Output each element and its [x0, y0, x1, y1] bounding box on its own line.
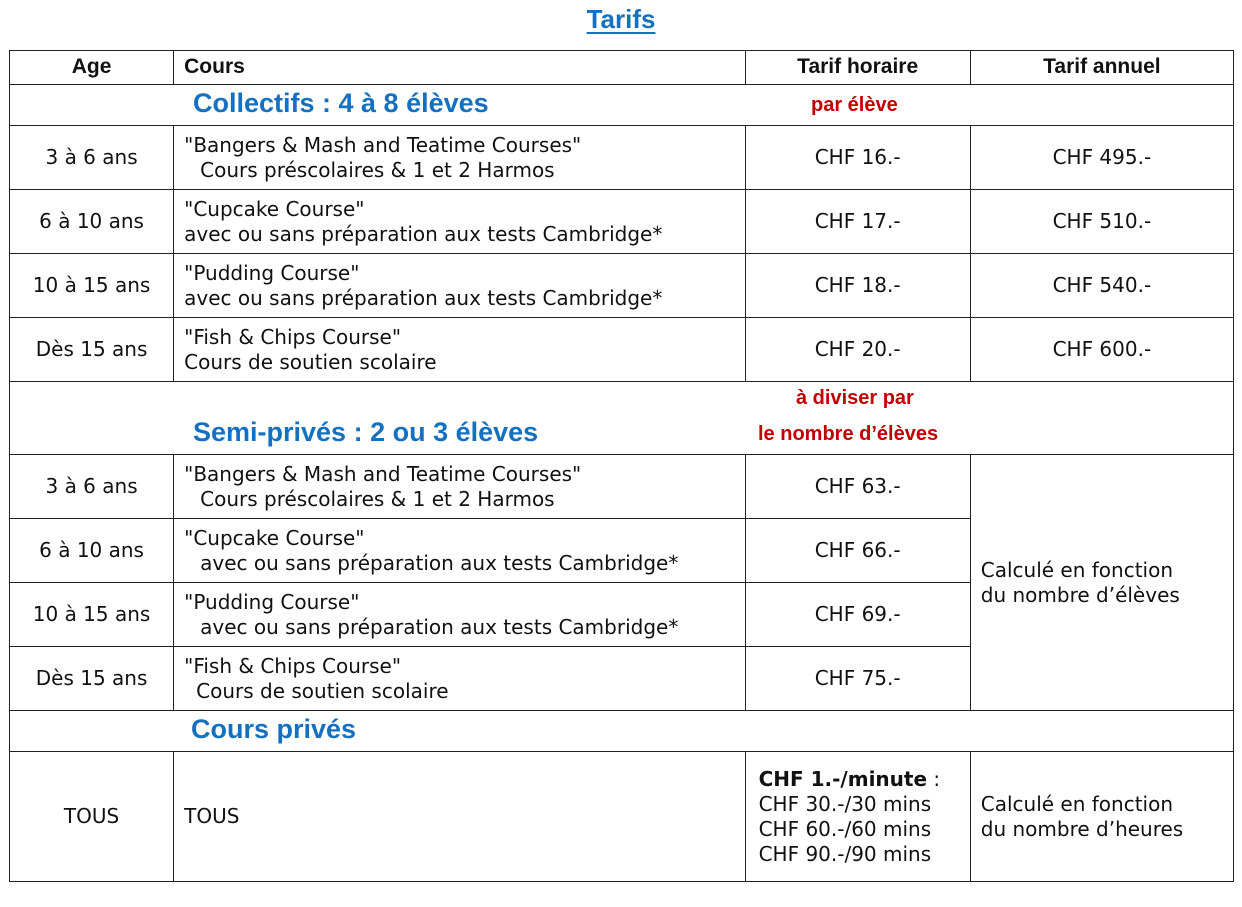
table-row — [10, 126, 1234, 190]
annuel-line: du nombre d’heures — [980, 816, 1184, 841]
tarifs-table — [9, 50, 1234, 882]
section-row-semi-prives — [10, 382, 1234, 455]
tarif-horaire-prives-cell — [745, 752, 970, 882]
tarif-annuel-cell: CHF 600.- — [970, 318, 1233, 382]
page-title: Tarifs — [586, 4, 656, 34]
tarif-horaire-cell: CHF 63.- — [745, 455, 970, 519]
header-tarif-annuel: Tarif annuel — [970, 51, 1233, 85]
table-row — [10, 190, 1234, 254]
section-prives — [10, 711, 1234, 752]
cours-cell — [174, 647, 745, 711]
note-par-eleve: par élève — [811, 94, 898, 116]
cours-desc: avec ou sans préparation aux tests Cambridge* — [200, 614, 679, 639]
cours-desc: Cours de soutien scolaire — [196, 678, 449, 703]
section-title-collectifs: Collectifs : 4 à 8 élèves — [193, 88, 489, 118]
age-cell: 6 à 10 ans — [10, 190, 174, 254]
cours-name: "Cupcake Course" — [184, 196, 365, 221]
section-semi-prives — [10, 382, 1234, 455]
tarif-horaire-cell: CHF 75.- — [745, 647, 970, 711]
cours-name: "Cupcake Course" — [184, 525, 365, 550]
cours-cell — [174, 190, 745, 254]
horaire-line: CHF 90.-/90 mins — [758, 841, 932, 866]
cours-desc: avec ou sans préparation aux tests Cambridge* — [184, 221, 663, 246]
horaire-rate-suffix: : — [927, 766, 941, 791]
cours-cell: TOUS — [174, 752, 745, 882]
section-row-collectifs — [10, 85, 1234, 126]
annuel-line: du nombre d’élèves — [980, 582, 1180, 607]
cours-cell — [174, 583, 745, 647]
note-nombre-eleves: le nombre d’élèves — [758, 423, 939, 445]
horaire-rate-line — [759, 767, 970, 792]
section-title-semi-prives: Semi-privés : 2 ou 3 élèves — [193, 417, 539, 447]
tarif-horaire-cell: CHF 18.- — [745, 254, 970, 318]
age-cell: 10 à 15 ans — [10, 583, 174, 647]
horaire-line: CHF 30.-/30 mins — [758, 791, 932, 816]
cours-cell — [174, 254, 745, 318]
cours-cell — [174, 455, 745, 519]
section-title-prives: Cours privés — [191, 714, 357, 744]
header-age: Age — [10, 51, 174, 85]
tarif-horaire-cell: CHF 20.- — [745, 318, 970, 382]
cours-cell — [174, 519, 745, 583]
age-cell: 6 à 10 ans — [10, 519, 174, 583]
annuel-line: Calculé en fonction — [980, 791, 1174, 816]
cours-name: "Pudding Course" — [184, 589, 360, 614]
cours-name: "Bangers & Mash and Teatime Courses" — [184, 132, 582, 157]
section-row-prives — [10, 711, 1234, 752]
cours-desc: Cours préscolaires & 1 et 2 Harmos — [200, 486, 555, 511]
cours-name: "Fish & Chips Course" — [184, 653, 402, 678]
tarif-horaire-cell: CHF 16.- — [745, 126, 970, 190]
cours-desc: avec ou sans préparation aux tests Cambridge* — [184, 285, 663, 310]
tarif-annuel-cell: CHF 540.- — [970, 254, 1233, 318]
table-row — [10, 455, 1234, 519]
tarif-annuel-cell: CHF 510.- — [970, 190, 1233, 254]
header-cours: Cours — [174, 51, 745, 85]
table-header-row — [10, 51, 1234, 85]
age-cell: Dès 15 ans — [10, 647, 174, 711]
horaire-line: CHF 60.-/60 mins — [758, 816, 932, 841]
age-cell: Dès 15 ans — [10, 318, 174, 382]
annuel-line: Calculé en fonction — [980, 557, 1174, 582]
cours-name: "Pudding Course" — [184, 260, 360, 285]
note-a-diviser: à diviser par — [796, 387, 914, 409]
cours-desc: Cours de soutien scolaire — [184, 349, 437, 374]
tarif-horaire-cell: CHF 17.- — [745, 190, 970, 254]
tarif-horaire-cell: CHF 69.- — [745, 583, 970, 647]
cours-name: "Fish & Chips Course" — [184, 324, 402, 349]
age-cell: TOUS — [10, 752, 174, 882]
header-tarif-horaire: Tarif horaire — [745, 51, 970, 85]
cours-desc: Cours préscolaires & 1 et 2 Harmos — [200, 157, 555, 182]
age-cell: 10 à 15 ans — [10, 254, 174, 318]
cours-cell — [174, 318, 745, 382]
table-row — [10, 318, 1234, 382]
cours-cell — [174, 126, 745, 190]
cours-desc: avec ou sans préparation aux tests Cambridge* — [200, 550, 679, 575]
tarif-horaire-cell: CHF 66.- — [745, 519, 970, 583]
cours-name: "Bangers & Mash and Teatime Courses" — [184, 461, 582, 486]
table-row — [10, 254, 1234, 318]
table-row-prives — [10, 752, 1234, 882]
section-collectifs — [10, 85, 1234, 126]
horaire-rate-bold: CHF 1.-/minute — [758, 766, 928, 791]
tarif-annuel-prives-cell — [970, 752, 1233, 882]
tarif-annuel-merged-cell — [970, 455, 1233, 711]
tarif-annuel-cell: CHF 495.- — [970, 126, 1233, 190]
age-cell: 3 à 6 ans — [10, 455, 174, 519]
age-cell: 3 à 6 ans — [10, 126, 174, 190]
